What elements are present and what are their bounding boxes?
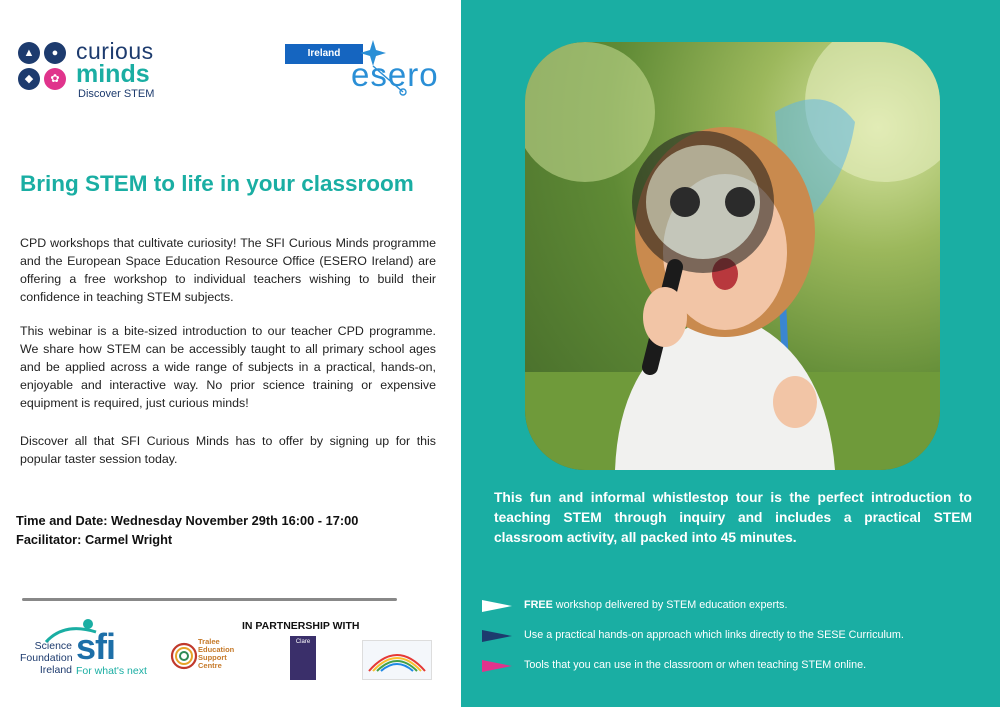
photo-illustration	[525, 42, 940, 470]
paragraph-webinar: This webinar is a bite-sized introduction to our teacher CPD programme. We share how STEM can be accessibly taught to all primary school ages and be applied across a wide range of subjects in a practical, hands-on, enjoyable and interactive way. No prior science training or expensive equipment is required, just curious minds!	[20, 324, 436, 410]
shapes-icon: ◆	[18, 68, 40, 90]
paragraph-signup: Discover all that SFI Curious Minds has to offer by signing up for this popular taster session today.	[20, 434, 436, 466]
curious-minds-icon-grid	[18, 42, 70, 94]
bullet-tools	[482, 658, 982, 676]
bullet-hands-on	[482, 628, 982, 646]
divider	[22, 598, 397, 601]
paragraph-intro: CPD workshops that cultivate curiosity! The SFI Curious Minds programme and the European Space Education Resource Office (ESERO Ireland) are offering a free workshop to individual teachers wishing to build their confidence in teaching STEM subjects.	[20, 236, 436, 304]
left-panel	[0, 0, 461, 707]
headline: Bring STEM to life in your classroom	[20, 171, 414, 196]
sfi-name: Science Foundation Ireland	[20, 640, 73, 676]
partner-logo-rainbow	[362, 640, 432, 680]
arrow-navy-icon	[482, 630, 512, 642]
clare-logo: Clare	[290, 636, 316, 680]
partnership-label: IN PARTNERSHIP WITH	[242, 620, 360, 632]
rainbow-icon	[363, 641, 431, 679]
bullet-text-3: Tools that you can use in the classroom or when teaching STEM online.	[524, 659, 867, 671]
tesc-logo	[170, 636, 285, 680]
esero-logo	[285, 40, 455, 100]
bullet-text-1: FREE workshop delivered by STEM education experts.	[524, 599, 788, 611]
sfi-wordmark: sfi	[76, 626, 116, 667]
arrow-white-icon	[482, 600, 512, 612]
tesc-emblem-icon	[170, 636, 200, 676]
curious-minds-tagline: Discover STEM	[78, 88, 155, 100]
esero-wordmark: esero	[351, 56, 439, 93]
bullet-free-workshop	[482, 598, 982, 616]
curious-minds-word-1: curious	[76, 38, 154, 64]
gear-icon: ✿	[44, 68, 66, 90]
bullet-text-2: Use a practical hands-on approach which links directly to the SESE Curriculum.	[524, 629, 904, 641]
curious-minds-logo	[18, 40, 178, 100]
event-facilitator: Facilitator: Carmel Wright	[16, 532, 173, 547]
curious-minds-word-2: minds	[76, 60, 150, 88]
arrow-pink-icon	[482, 660, 512, 672]
tesc-text: Tralee Education Support Centre	[198, 637, 235, 670]
workshop-summary: This fun and informal whistlestop tour is the perfect introduction to teaching STEM through inquiry and includes a practical STEM classroom activity, all packed into 45 minutes.	[494, 490, 972, 545]
event-time-date: Time and Date: Wednesday November 29th 16:00 - 17:00	[16, 513, 359, 528]
rocket-icon: ▲	[18, 42, 40, 64]
brain-icon: ●	[44, 42, 66, 64]
girl-magnifying-glass-photo	[525, 42, 940, 470]
sfi-logo	[20, 612, 160, 682]
sfi-tagline: For what's next	[76, 665, 147, 677]
esero-ireland-tag: Ireland	[285, 44, 363, 64]
